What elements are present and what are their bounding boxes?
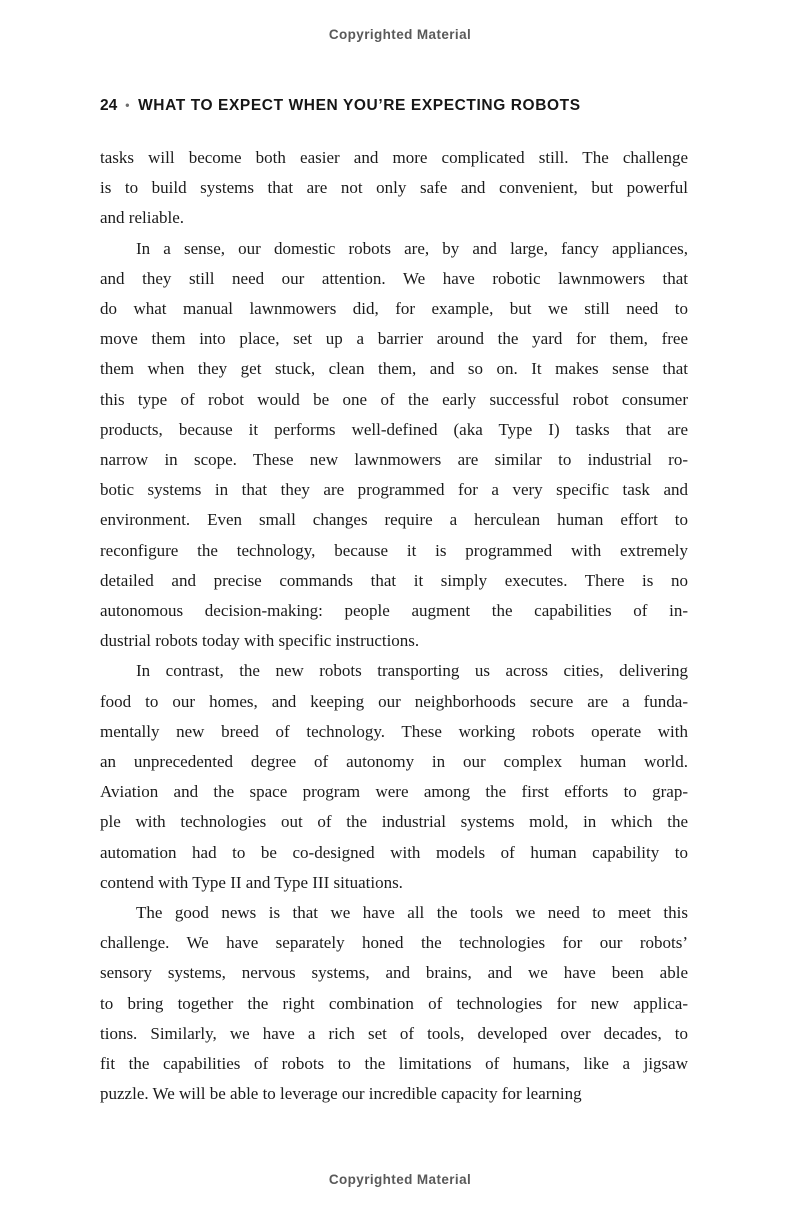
text-line: environment. Even small changes require a herculean human effort to [100,510,688,530]
text-line: an unprecedented degree of autonomy in our complex human world. [100,752,688,772]
text-line: Aviation and the space program were among the first efforts to grap- [100,782,688,802]
text-line: challenge. We have separately honed the technologies for our robots’ [100,933,688,953]
copyright-notice-top: Copyrighted Material [328,27,472,42]
text-line: tasks will become both easier and more complicated still. The challenge [100,148,688,167]
body-text [100,143,688,1110]
text-line: and reliable. [100,208,185,228]
paragraph [100,143,688,234]
text-line: In a sense, our domestic robots are, by and large, fancy appliances, [136,238,688,258]
text-line: food to our homes, and keeping our neighborhoods secure are a funda- [100,691,688,711]
text-line: fit the capabilities of robots to the limitations of humans, like a jigsaw [100,1054,688,1074]
text-line: them when they get stuck, clean them, and so on. It makes sense that [100,359,688,379]
text-line: products, because it performs well-defined (aka Type I) tasks that are [100,419,688,439]
text-line: contend with Type II and Type III situations. [100,872,403,892]
paragraph [100,898,688,1109]
paragraph [100,656,688,898]
text-line: to bring together the right combination of technologies for new applica- [100,993,688,1013]
text-line: automation had to be co-designed with models of human capability to [100,842,688,862]
text-line: The good news is that we have all the tools we need to meet this [136,903,688,923]
text-line: dustrial robots today with specific instructions. [100,631,420,651]
page-number: 24 [100,97,118,114]
text-line: reconfigure the technology, because it is programmed with extremely [100,540,688,560]
text-line: botic systems in that they are programmed for a very specific task and [100,480,688,500]
book-title: WHAT TO EXPECT WHEN YOU’RE EXPECTING ROBOTS [138,97,581,114]
running-header [100,97,700,115]
paragraph [100,234,688,657]
text-line: move them into place, set up a barrier around the yard for them, free [100,329,688,349]
text-line: detailed and precise commands that it simply executes. There is no [100,570,688,590]
text-line: narrow in scope. These new lawnmowers are similar to industrial ro- [100,450,688,470]
text-line: ple with technologies out of the industrial systems mold, in which the [100,812,688,832]
copyright-notice-bottom: Copyrighted Material [328,1172,472,1187]
text-line: autonomous decision-making: people augment the capabilities of in- [100,601,688,621]
text-line: is to build systems that are not only safe and convenient, but powerful [100,178,688,198]
text-line: In contrast, the new robots transporting us across cities, delivering [136,661,688,681]
header-bullet-separator: • [125,98,131,112]
text-line: and they still need our attention. We have robotic lawnmowers that [100,268,688,288]
text-line: tions. Similarly, we have a rich set of tools, developed over decades, to [100,1023,688,1043]
text-line: puzzle. We will be able to leverage our incredible capacity for learning [100,1084,582,1104]
text-line: do what manual lawnmowers did, for example, but we still need to [100,299,688,319]
text-line: sensory systems, nervous systems, and brains, and we have been able [100,963,688,983]
text-line: mentally new breed of technology. These working robots operate with [100,721,688,741]
text-line: this type of robot would be one of the early successful robot consumer [100,389,688,409]
